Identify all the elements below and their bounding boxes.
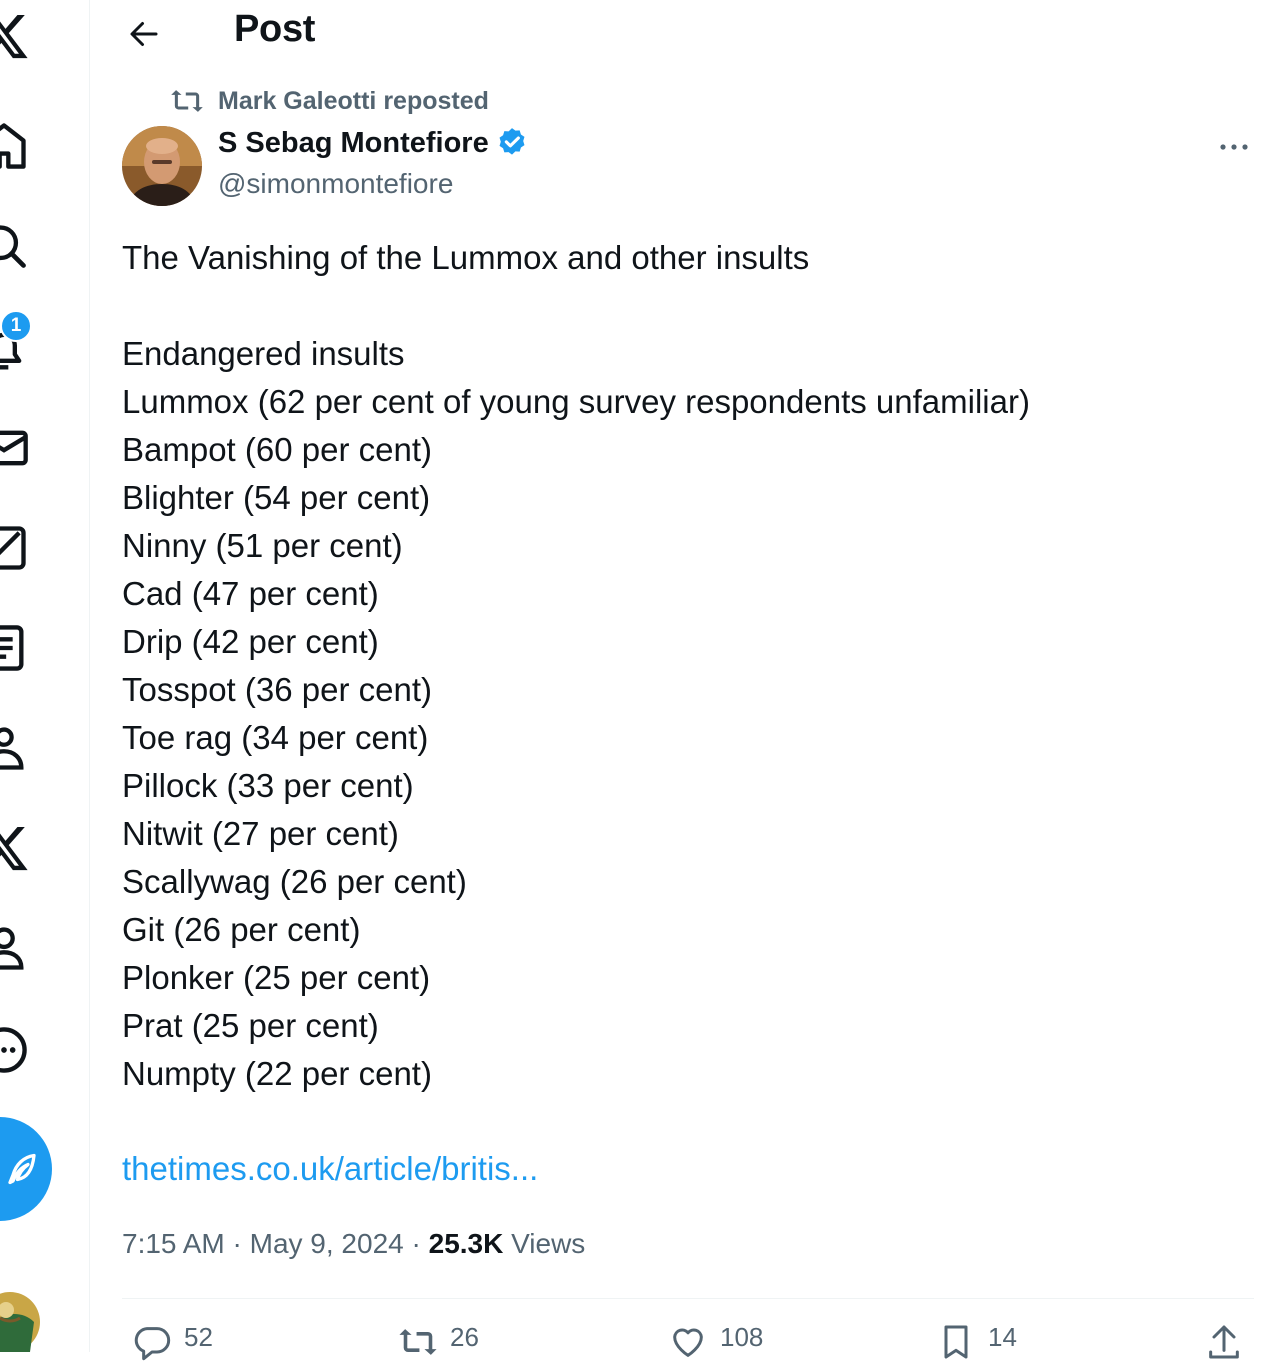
- bookmark-button[interactable]: [936, 1322, 1017, 1362]
- list-item: Plonker (25 per cent): [122, 959, 431, 996]
- reply-count: 52: [184, 1322, 213, 1352]
- like-count: 108: [720, 1322, 764, 1352]
- author-display-name: S Sebag Montefiore: [218, 126, 489, 159]
- list-item: Git (26 per cent): [122, 911, 361, 948]
- repost-label: Mark Galeotti reposted: [218, 86, 489, 115]
- list-item: Pillock (33 per cent): [122, 767, 414, 804]
- more-icon[interactable]: [0, 1020, 34, 1080]
- divider: [122, 1298, 1254, 1299]
- insult-list: [122, 382, 1030, 1102]
- list-item: Lummox (62 per cent of young survey respondents unfamiliar): [122, 383, 1030, 420]
- list-item: Drip (42 per cent): [122, 623, 379, 660]
- article-link[interactable]: thetimes.co.uk/article/britis...: [122, 1150, 539, 1187]
- more-options-button[interactable]: [1214, 130, 1254, 164]
- page-title: Post: [234, 8, 316, 50]
- list-item: Scallywag (26 per cent): [122, 863, 467, 900]
- list-item: Ninny (51 per cent): [122, 527, 403, 564]
- tweet-title-line: The Vanishing of the Lummox and other insults: [122, 239, 810, 276]
- profile-icon[interactable]: [0, 918, 34, 978]
- reply-button[interactable]: [132, 1322, 213, 1362]
- side-nav: [0, 0, 90, 1352]
- arrow-left-icon: [126, 16, 162, 52]
- bookmark-icon: [936, 1322, 976, 1362]
- repost-icon: [398, 1322, 438, 1362]
- compose-post-button[interactable]: [0, 1117, 52, 1221]
- repost-icon: [170, 86, 204, 116]
- verified-badge-icon: [495, 126, 529, 160]
- list-item: Cad (47 per cent): [122, 575, 379, 612]
- views-label: Views: [511, 1228, 586, 1259]
- back-button[interactable]: [124, 14, 164, 54]
- grok-icon[interactable]: [0, 518, 34, 578]
- bookmark-count: 14: [988, 1322, 1017, 1352]
- action-bar: [0, 1322, 1268, 1352]
- list-item: Nitwit (27 per cent): [122, 815, 399, 852]
- list-item: Toe rag (34 per cent): [122, 719, 429, 756]
- list-item: Numpty (22 per cent): [122, 1055, 432, 1092]
- author-name[interactable]: [218, 126, 529, 160]
- feather-icon: [4, 1151, 40, 1187]
- repost-count: 26: [450, 1322, 479, 1352]
- tweet-date[interactable]: May 9, 2024: [249, 1228, 404, 1259]
- x-logo-icon[interactable]: [0, 6, 34, 66]
- tweet-section-heading: Endangered insults: [122, 335, 405, 372]
- author-avatar[interactable]: [122, 126, 202, 206]
- list-item: Prat (25 per cent): [122, 1007, 379, 1044]
- repost-indicator[interactable]: [170, 86, 489, 116]
- author-handle[interactable]: @simonmontefiore: [218, 168, 454, 199]
- repost-button[interactable]: [398, 1322, 479, 1362]
- views-count: 25.3K: [428, 1228, 504, 1259]
- communities-icon[interactable]: [0, 718, 34, 778]
- list-icon[interactable]: [0, 618, 34, 678]
- meta-separator: ·: [232, 1228, 250, 1259]
- list-item: Blighter (54 per cent): [122, 479, 431, 516]
- tweet-time[interactable]: 7:15 AM: [122, 1228, 225, 1259]
- like-button[interactable]: [668, 1322, 763, 1362]
- share-button[interactable]: [1204, 1322, 1244, 1362]
- home-icon[interactable]: [0, 116, 34, 176]
- ellipsis-icon: [1219, 143, 1249, 151]
- meta-separator: ·: [411, 1228, 429, 1259]
- reply-icon: [132, 1322, 172, 1362]
- premium-icon[interactable]: [0, 818, 34, 878]
- mail-icon[interactable]: [0, 418, 34, 478]
- list-item: Tosspot (36 per cent): [122, 671, 432, 708]
- notification-badge: 1: [0, 310, 32, 342]
- search-icon[interactable]: [0, 216, 34, 276]
- share-icon: [1204, 1322, 1244, 1362]
- list-item: Bampot (60 per cent): [122, 431, 432, 468]
- tweet-meta: [122, 1228, 585, 1260]
- heart-icon: [668, 1322, 708, 1362]
